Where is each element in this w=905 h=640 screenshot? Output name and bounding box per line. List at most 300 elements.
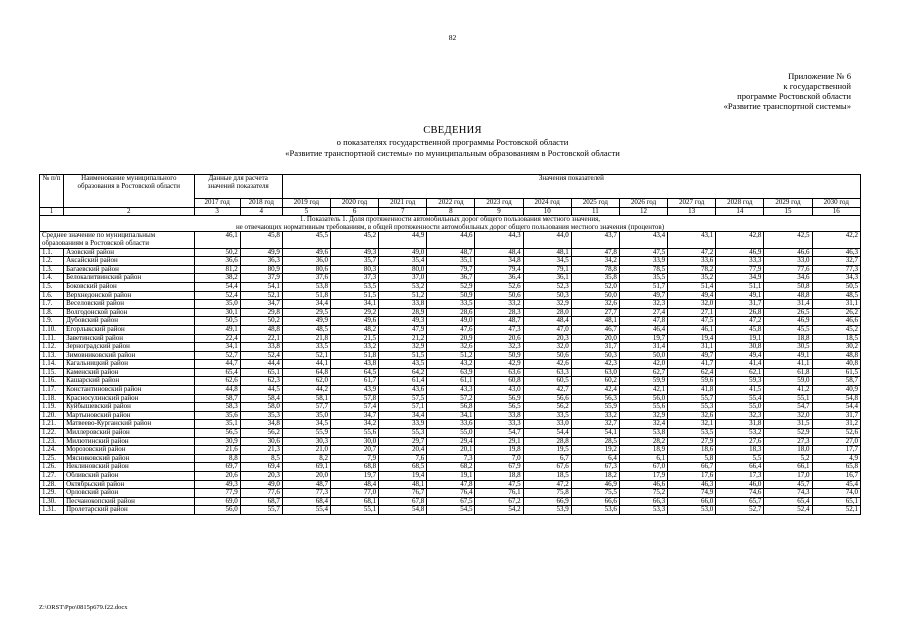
column-number: 5 [282, 207, 330, 216]
value-cell: 33,0 [523, 420, 571, 429]
district-name: Егорлыкский район [64, 325, 194, 334]
value-cell: 48,5 [812, 291, 860, 300]
district-name: Красносулинский район [64, 394, 194, 403]
value-cell: 50,9 [475, 351, 523, 360]
value-cell: 22,4 [194, 334, 240, 343]
value-cell: 56,2 [523, 403, 571, 412]
value-cell: 46,6 [619, 480, 667, 489]
value-cell: 19,2 [571, 446, 619, 455]
value-cell: 44,5 [240, 386, 282, 395]
value-cell: 20,1 [427, 446, 475, 455]
value-cell: 47,2 [668, 248, 716, 257]
value-cell: 18,2 [571, 472, 619, 481]
district-name: Константиновский район [64, 386, 194, 395]
indicators-table [39, 174, 861, 515]
value-cell: 34,7 [240, 300, 282, 309]
value-cell: 79,7 [427, 265, 475, 274]
value-cell: 49,9 [240, 248, 282, 257]
value-cell: 77,3 [812, 265, 860, 274]
row-number: 1.14. [40, 360, 64, 369]
table-row [40, 291, 861, 300]
value-cell: 7,0 [475, 454, 523, 463]
value-cell: 47,5 [619, 248, 667, 257]
document-title: СВЕДЕНИЯ [423, 125, 482, 136]
value-cell: 33,8 [475, 411, 523, 420]
value-cell: 44,7 [194, 360, 240, 369]
value-cell: 51,5 [379, 351, 427, 360]
value-cell: 52,4 [194, 291, 240, 300]
value-cell: 34,6 [764, 274, 812, 283]
value-cell: 55,0 [427, 429, 475, 438]
value-cell: 55,0 [716, 403, 764, 412]
value-cell: 32,0 [523, 343, 571, 352]
value-cell: 77,6 [240, 489, 282, 498]
value-cell: 78,8 [571, 265, 619, 274]
column-numbers-row [40, 207, 861, 216]
value-cell: 66,6 [571, 497, 619, 506]
value-cell: 59,6 [668, 377, 716, 386]
value-cell: 32,1 [668, 420, 716, 429]
value-cell: 52,9 [427, 282, 475, 291]
value-cell: 5,8 [668, 454, 716, 463]
value-cell: 8,2 [282, 454, 330, 463]
value-cell: 33,5 [523, 411, 571, 420]
value-cell: 27,7 [571, 308, 619, 317]
value-cell: 29,5 [282, 308, 330, 317]
value-cell: 30,3 [282, 437, 330, 446]
district-name: Обливский район [64, 472, 194, 481]
row-number: 1.8. [40, 308, 64, 317]
value-cell: 31,7 [812, 411, 860, 420]
value-cell: 32,0 [764, 411, 812, 420]
district-name: Веселовский район [64, 300, 194, 309]
value-cell: 51,8 [330, 351, 378, 360]
table-row [40, 334, 861, 343]
value-cell: 32,7 [571, 420, 619, 429]
page-number: 82 [448, 33, 457, 42]
value-cell: 29,8 [240, 308, 282, 317]
value-cell: 50,3 [571, 351, 619, 360]
value-cell: 35,5 [619, 274, 667, 283]
value-cell: 56,8 [427, 403, 475, 412]
value-cell: 69,4 [240, 463, 282, 472]
value-cell: 30,0 [330, 437, 378, 446]
value-cell: 62,1 [716, 368, 764, 377]
value-cell: 77,9 [716, 265, 764, 274]
value-cell: 28,9 [379, 308, 427, 317]
value-cell: 17,7 [812, 446, 860, 455]
appendix-line: Приложение № 6 [788, 71, 851, 81]
row-number: 1.11. [40, 334, 64, 343]
value-cell: 52,6 [812, 429, 860, 438]
row-number: 1.4. [40, 274, 64, 283]
value-cell: 65,1 [240, 368, 282, 377]
value-cell: 45,8 [240, 232, 282, 248]
value-cell: 56,5 [194, 429, 240, 438]
value-cell: 61,7 [330, 377, 378, 386]
header-base: Данные для расчета значений показателя [194, 175, 282, 199]
value-cell: 54,4 [523, 429, 571, 438]
average-row [40, 232, 861, 248]
value-cell: 18,8 [475, 472, 523, 481]
value-cell: 47,0 [523, 325, 571, 334]
value-cell: 47,2 [716, 317, 764, 326]
value-cell: 48,4 [330, 480, 378, 489]
value-cell: 5,2 [764, 454, 812, 463]
row-number: 1.6. [40, 291, 64, 300]
value-cell: 31,2 [812, 420, 860, 429]
value-cell: 21,3 [240, 446, 282, 455]
value-cell: 33,3 [716, 257, 764, 266]
value-cell: 64,5 [330, 368, 378, 377]
value-cell: 80,9 [240, 265, 282, 274]
value-cell: 32,4 [619, 420, 667, 429]
value-cell: 20,0 [571, 334, 619, 343]
value-cell: 27,0 [812, 437, 860, 446]
value-cell: 21,5 [330, 334, 378, 343]
value-cell: 17,3 [716, 472, 764, 481]
value-cell: 27,3 [764, 437, 812, 446]
table-row [40, 351, 861, 360]
value-cell: 34,8 [240, 420, 282, 429]
value-cell: 44,0 [523, 232, 571, 248]
value-cell: 59,0 [764, 377, 812, 386]
value-cell: 52,7 [194, 351, 240, 360]
value-cell: 43,9 [330, 386, 378, 395]
value-cell: 31,1 [812, 300, 860, 309]
value-cell: 38,2 [194, 274, 240, 283]
value-cell: 31,5 [764, 420, 812, 429]
value-cell: 45,4 [812, 480, 860, 489]
footer-file-path: Z:\ORST\Ppo\0815p679.f22.docx [39, 604, 128, 611]
row-number: 1.22. [40, 429, 64, 438]
appendix-line: программе Ростовской области [737, 91, 851, 101]
value-cell: 53,3 [619, 506, 667, 515]
value-cell: 44,1 [282, 360, 330, 369]
value-cell: 80,0 [379, 265, 427, 274]
value-cell: 33,8 [240, 343, 282, 352]
value-cell: 51,7 [619, 282, 667, 291]
row-number: 1.17. [40, 386, 64, 395]
value-cell: 28,2 [619, 437, 667, 446]
value-cell: 30,1 [194, 308, 240, 317]
row-number: 1.9. [40, 317, 64, 326]
table-row [40, 403, 861, 412]
value-cell: 76,4 [427, 489, 475, 498]
value-cell: 30,5 [764, 343, 812, 352]
value-cell: 26,5 [764, 308, 812, 317]
value-cell: 40,9 [812, 386, 860, 395]
value-cell: 42,0 [619, 360, 667, 369]
value-cell: 28,8 [523, 437, 571, 446]
value-cell: 18,8 [764, 334, 812, 343]
value-cell: 36,0 [282, 257, 330, 266]
row-number: 1.20. [40, 411, 64, 420]
column-number: 6 [330, 207, 378, 216]
value-cell: 53,2 [716, 429, 764, 438]
value-cell: 17,6 [668, 472, 716, 481]
header-values: Значения показателей [282, 175, 860, 199]
value-cell: 64,2 [379, 368, 427, 377]
value-cell: 31,8 [716, 420, 764, 429]
row-number: 1.24. [40, 446, 64, 455]
value-cell: 54,7 [764, 403, 812, 412]
value-cell: 53,5 [330, 282, 378, 291]
value-cell: 77,0 [330, 489, 378, 498]
value-cell: 69,7 [194, 463, 240, 472]
value-cell: 68,5 [379, 463, 427, 472]
row-number: 1.5. [40, 282, 64, 291]
value-cell: 44,6 [427, 232, 475, 248]
value-cell: 45,2 [812, 325, 860, 334]
value-cell: 55,9 [282, 429, 330, 438]
value-cell: 69,1 [282, 463, 330, 472]
value-cell: 52,1 [240, 291, 282, 300]
value-cell: 77,3 [282, 489, 330, 498]
value-cell: 68,4 [282, 497, 330, 506]
value-cell: 50,5 [194, 317, 240, 326]
value-cell: 36,6 [194, 257, 240, 266]
value-cell: 42,9 [475, 360, 523, 369]
value-cell: 48,5 [282, 325, 330, 334]
value-cell: 74,6 [716, 489, 764, 498]
value-cell: 53,0 [668, 506, 716, 515]
district-name: Орловский район [64, 489, 194, 498]
value-cell: 54,8 [379, 506, 427, 515]
column-number: 4 [240, 207, 282, 216]
value-cell: 21,2 [379, 334, 427, 343]
value-cell: 67,3 [571, 463, 619, 472]
value-cell: 16,7 [812, 472, 860, 481]
table-row [40, 489, 861, 498]
value-cell: 60,2 [571, 377, 619, 386]
district-name: Милютинский район [64, 437, 194, 446]
value-cell: 63,3 [523, 368, 571, 377]
value-cell: 35,1 [427, 257, 475, 266]
value-cell: 41,7 [668, 360, 716, 369]
header-year: 2025 год [571, 199, 619, 208]
value-cell: 8,5 [240, 454, 282, 463]
value-cell: 6,7 [523, 454, 571, 463]
value-cell: 56,9 [475, 394, 523, 403]
value-cell: 47,6 [427, 325, 475, 334]
value-cell: 35,3 [240, 411, 282, 420]
value-cell: 34,3 [812, 274, 860, 283]
value-cell: 35,0 [194, 300, 240, 309]
table-row [40, 386, 861, 395]
value-cell: 50,3 [523, 291, 571, 300]
value-cell: 42,8 [716, 232, 764, 248]
table-row [40, 472, 861, 481]
value-cell: 34,4 [282, 300, 330, 309]
district-name: Песчанокопский район [64, 497, 194, 506]
header-year: 2023 год [475, 199, 523, 208]
value-cell: 50,6 [475, 291, 523, 300]
row-number: 1.31. [40, 506, 64, 515]
value-cell: 78,5 [619, 265, 667, 274]
value-cell: 55,6 [330, 429, 378, 438]
value-cell: 5,5 [716, 454, 764, 463]
value-cell: 51,2 [379, 291, 427, 300]
value-cell: 57,5 [379, 394, 427, 403]
value-cell: 44,3 [475, 232, 523, 248]
district-name: Матвеево-Курганский район [64, 420, 194, 429]
value-cell: 61,5 [812, 368, 860, 377]
value-cell: 63,9 [427, 368, 475, 377]
value-cell: 29,4 [427, 437, 475, 446]
value-cell: 49,1 [764, 351, 812, 360]
table-row [40, 394, 861, 403]
value-cell: 62,3 [240, 377, 282, 386]
value-cell: 56,3 [571, 394, 619, 403]
value-cell: 51,2 [427, 351, 475, 360]
header-year: 2020 год [330, 199, 378, 208]
value-cell: 66,4 [716, 463, 764, 472]
value-cell: 76,1 [475, 489, 523, 498]
value-cell: 66,3 [619, 497, 667, 506]
value-cell: 26,8 [716, 308, 764, 317]
column-number: 3 [194, 207, 240, 216]
indicator-caption-line: 1. Показатель 1. Доля протяженности автомобильных дорог общего пользования местного значения, [299, 215, 601, 224]
value-cell: 46,6 [764, 248, 812, 257]
value-cell: 67,2 [475, 497, 523, 506]
value-cell: 51,8 [282, 291, 330, 300]
value-cell: 18,0 [764, 446, 812, 455]
value-cell: 49,0 [379, 248, 427, 257]
value-cell: 67,6 [523, 463, 571, 472]
value-cell: 65,8 [812, 463, 860, 472]
value-cell: 21,6 [194, 446, 240, 455]
district-name: Неклиновский район [64, 463, 194, 472]
value-cell: 54,5 [427, 506, 475, 515]
value-cell: 53,2 [379, 282, 427, 291]
row-number: 1.1. [40, 248, 64, 257]
value-cell: 48,4 [523, 317, 571, 326]
value-cell: 47,3 [475, 325, 523, 334]
value-cell: 44,4 [240, 360, 282, 369]
value-cell: 65,4 [764, 497, 812, 506]
table-row [40, 368, 861, 377]
value-cell: 33,2 [571, 411, 619, 420]
value-cell: 31,4 [764, 300, 812, 309]
value-cell: 31,7 [571, 343, 619, 352]
value-cell: 28,3 [475, 308, 523, 317]
value-cell: 35,1 [194, 420, 240, 429]
value-cell: 52,7 [716, 506, 764, 515]
row-number: 1.29. [40, 489, 64, 498]
value-cell: 20,3 [240, 472, 282, 481]
district-name: Дубовский район [64, 317, 194, 326]
value-cell: 18,5 [523, 472, 571, 481]
column-number: 1 [40, 207, 64, 216]
value-cell: 28,0 [523, 308, 571, 317]
district-name: Зимовниковский район [64, 351, 194, 360]
table-row [40, 343, 861, 352]
value-cell: 65,7 [716, 497, 764, 506]
value-cell: 32,3 [475, 343, 523, 352]
value-cell: 20,4 [379, 446, 427, 455]
value-cell: 81,2 [194, 265, 240, 274]
value-cell: 47,8 [619, 317, 667, 326]
value-cell: 49,3 [379, 317, 427, 326]
table-row [40, 437, 861, 446]
value-cell: 27,6 [716, 437, 764, 446]
row-number: 1.13. [40, 351, 64, 360]
value-cell: 27,1 [668, 308, 716, 317]
value-cell: 33,8 [379, 300, 427, 309]
value-cell: 45,7 [764, 480, 812, 489]
table-row [40, 446, 861, 455]
value-cell: 69,0 [194, 497, 240, 506]
column-number: 11 [571, 207, 619, 216]
value-cell: 43,1 [668, 232, 716, 248]
value-cell: 45,5 [282, 232, 330, 248]
value-cell: 34,2 [330, 420, 378, 429]
value-cell: 33,0 [764, 257, 812, 266]
value-cell: 7,9 [330, 454, 378, 463]
district-name: Октябрьский район [64, 480, 194, 489]
value-cell: 26,2 [812, 308, 860, 317]
value-cell: 37,0 [379, 274, 427, 283]
value-cell: 35,4 [379, 257, 427, 266]
row-number: 1.18. [40, 394, 64, 403]
row-number: 1.28. [40, 480, 64, 489]
value-cell: 34,4 [379, 411, 427, 420]
value-cell: 35,2 [668, 274, 716, 283]
table-row [40, 506, 861, 515]
value-cell: 75,8 [523, 489, 571, 498]
value-cell: 50,6 [523, 351, 571, 360]
column-number: 9 [475, 207, 523, 216]
value-cell: 19,8 [475, 446, 523, 455]
value-cell: 49,4 [668, 291, 716, 300]
value-cell: 67,8 [379, 497, 427, 506]
indicator-caption-row [40, 216, 861, 232]
value-cell: 52,4 [764, 506, 812, 515]
value-cell: 31,1 [668, 343, 716, 352]
district-name: Верхнедонской район [64, 291, 194, 300]
value-cell: 53,9 [523, 506, 571, 515]
average-label: Среднее значение по муниципальным образованиям в Ростовской области [40, 232, 195, 248]
table-row [40, 497, 861, 506]
value-cell: 37,9 [240, 274, 282, 283]
value-cell: 77,6 [764, 265, 812, 274]
column-number: 14 [716, 207, 764, 216]
appendix-block [621, 71, 851, 111]
value-cell: 57,2 [427, 394, 475, 403]
row-number: 1.16. [40, 377, 64, 386]
header-year: 2021 год [379, 199, 427, 208]
value-cell: 54,4 [194, 282, 240, 291]
value-cell: 49,7 [619, 291, 667, 300]
table-row [40, 377, 861, 386]
value-cell: 48,1 [379, 480, 427, 489]
value-cell: 18,5 [812, 334, 860, 343]
value-cell: 32,9 [523, 300, 571, 309]
value-cell: 79,4 [475, 265, 523, 274]
value-cell: 54,4 [812, 403, 860, 412]
value-cell: 55,1 [330, 506, 378, 515]
value-cell: 76,7 [379, 489, 427, 498]
value-cell: 19,1 [427, 472, 475, 481]
value-cell: 50,2 [240, 317, 282, 326]
value-cell: 19,1 [716, 334, 764, 343]
value-cell: 46,3 [668, 480, 716, 489]
value-cell: 48,1 [523, 248, 571, 257]
value-cell: 32,0 [668, 300, 716, 309]
value-cell: 20,7 [330, 446, 378, 455]
value-cell: 34,1 [427, 411, 475, 420]
